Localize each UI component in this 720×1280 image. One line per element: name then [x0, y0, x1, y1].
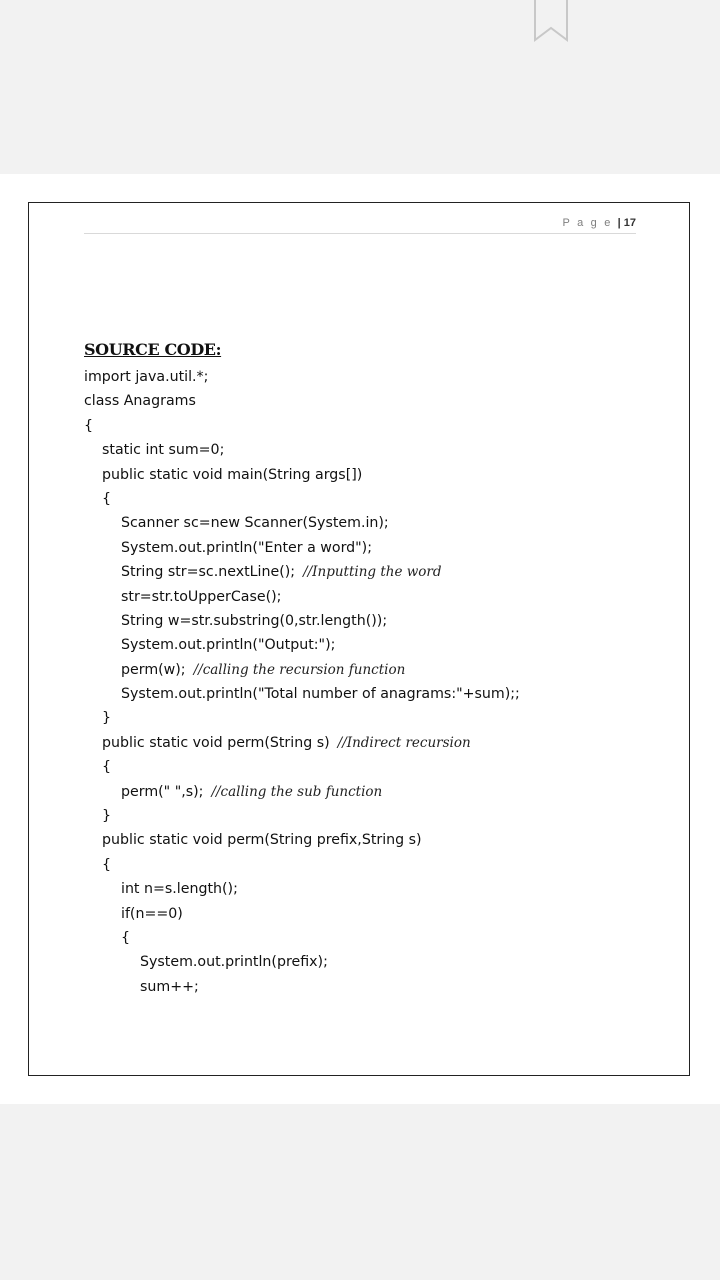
code-text: System.out.println("Enter a word"); [121, 539, 372, 556]
code-text: { [121, 929, 131, 946]
code-text: public static void main(String args[]) [102, 466, 363, 483]
code-text: str=str.toUpperCase(); [121, 588, 282, 605]
code-text: { [84, 417, 94, 434]
page-number: 17 [623, 217, 636, 229]
code-line [84, 609, 520, 633]
code-text: sum++; [140, 978, 199, 995]
code-text: public static void perm(String prefix,String s) [102, 832, 422, 849]
code-text: import java.util.*; [84, 369, 209, 385]
code-line [84, 536, 520, 560]
code-line [84, 731, 520, 755]
code-text: String w=str.substring(0,str.length()); [121, 612, 388, 629]
code-text: String str=sc.nextLine(); [121, 564, 296, 581]
code-comment: //calling the recursion function [193, 661, 406, 678]
code-text: Scanner sc=new Scanner(System.in); [121, 515, 389, 532]
viewer-top-margin [0, 0, 720, 174]
code-comment: //Inputting the word [303, 564, 442, 581]
code-text: { [102, 759, 112, 776]
code-text: { [102, 490, 112, 507]
code-text: int n=s.length(); [121, 881, 238, 898]
code-comment: //Indirect recursion [337, 734, 471, 751]
code-comment: //calling the sub function [211, 783, 383, 800]
code-text: System.out.println("Total number of anagrams:"+sum);; [121, 686, 520, 703]
bookmark-icon[interactable] [534, 0, 568, 42]
page-separator: | [617, 217, 621, 229]
code-line [84, 463, 520, 487]
page-label: P a g e [562, 217, 613, 229]
code-text: System.out.println(prefix); [140, 954, 328, 971]
code-text: class Anagrams [84, 393, 196, 410]
code-text: } [102, 808, 112, 825]
code-line [84, 487, 520, 511]
code-line [84, 828, 520, 852]
section-heading: SOURCE CODE: [84, 340, 222, 359]
code-line [84, 633, 520, 657]
code-line [84, 365, 520, 389]
code-line [84, 804, 520, 828]
code-line [84, 389, 520, 413]
code-line [84, 438, 520, 462]
code-line [84, 682, 520, 706]
code-text: { [102, 856, 112, 873]
code-text: perm(w); [121, 661, 186, 678]
code-line [84, 414, 520, 438]
code-line [84, 926, 520, 950]
viewer-bottom-margin [0, 1104, 720, 1280]
code-line [84, 853, 520, 877]
code-line [84, 658, 520, 682]
code-line [84, 755, 520, 779]
code-line [84, 560, 520, 584]
code-line [84, 511, 520, 535]
code-text: } [102, 710, 112, 727]
code-line [84, 877, 520, 901]
page-number-header [562, 217, 636, 229]
code-line [84, 706, 520, 730]
code-text: static int sum=0; [102, 442, 225, 459]
code-line [84, 950, 520, 974]
header-divider [84, 233, 636, 234]
source-code-block [84, 365, 520, 999]
code-text: perm(" ",s); [121, 783, 204, 800]
code-line [84, 585, 520, 609]
code-line [84, 975, 520, 999]
code-line [84, 780, 520, 804]
document-page [0, 174, 720, 1104]
code-text: System.out.println("Output:"); [121, 637, 336, 654]
code-line [84, 902, 520, 926]
code-text: public static void perm(String s) [102, 734, 330, 751]
code-text: if(n==0) [121, 905, 183, 922]
